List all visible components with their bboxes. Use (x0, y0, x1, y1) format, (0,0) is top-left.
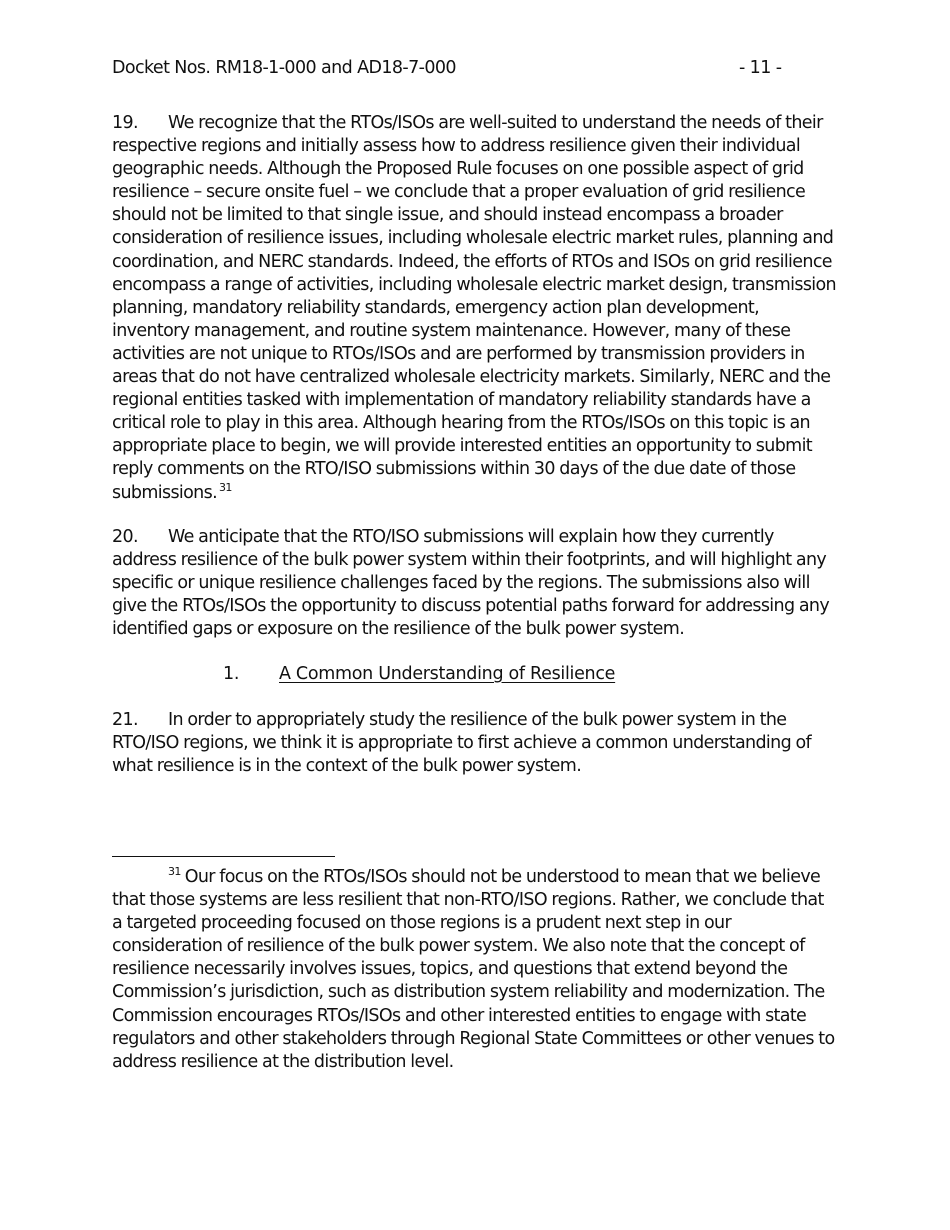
paragraph-19 (112, 112, 838, 505)
footnote-31 (112, 866, 838, 1074)
paragraph-text: We anticipate that the RTO/ISO submissions will explain how they currently address resilience of the bulk power system within their footprints, and will highlight any specific or unique resilience challenges faced by the regions. The submissions also will give the RTOs/ISOs the opportunity to discuss potential paths forward for addressing any identified gaps or exposure on the resilience of the bulk power system. (112, 527, 830, 640)
paragraph-20 (112, 526, 838, 641)
paragraph-number: 19. (112, 113, 138, 133)
footnote-text: Our focus on the RTOs/ISOs should not be understood to mean that we believe that those systems are less resilient that non-RTO/ISO regions. Rather, we conclude that a targeted proceeding focused on those regions is a prudent next step in our consideration of resilience of the bulk power system. We also note that the concept of resilience necessarily involves issues, topics, and questions that extend beyond the Commission’s jurisdiction, such as distribution system reliability and modernization. The Commission encourages RTOs/ISOs and other interested entities to engage with state regulators and other stakeholders through Regional State Committees or other venues to address resilience at the distribution level. (112, 867, 835, 1072)
section-title: A Common Understanding of Resilience (279, 664, 616, 684)
footnote-number: 31 (168, 865, 181, 878)
footnote-separator (112, 856, 335, 857)
section-heading (223, 663, 615, 686)
paragraph-21 (112, 709, 838, 778)
paragraph-number: 20. (112, 527, 138, 547)
paragraph-text: We recognize that the RTOs/ISOs are well-suited to understand the needs of their respective regions and initially assess how to address resilience given their individual geographic needs. Although the Proposed Rule focuses on one possible aspect of grid resilience – secure onsite fuel – we conclude that a proper evaluation of grid resilience should not be limited to that single issue, and should instead encompass a broader consideration of resilience issues, including wholesale electric market rules, planning and coordination, and NERC standards. Indeed, the efforts of RTOs and ISOs on grid resilience encompass a range of activities, including wholesale electric market design, transmission planning, mandatory reliability standards, emergency action plan development, inventory management, and routine system maintenance. However, many of these activities are not unique to RTOs/ISOs and are performed by transmission providers in areas that do not have centralized wholesale electricity markets. Similarly, NERC and the regional entities tasked with implementation of mandatory reliability standards have a critical role to play in this area. Although hearing from the RTOs/ISOs on this topic is an appropriate place to begin, we will provide interested entities an opportunity to submit reply comments on the RTO/ISO submissions within 30 days of the due date of those submissions. (112, 113, 836, 503)
footnote-reference: 31 (219, 480, 232, 494)
section-number: 1. (223, 664, 240, 684)
page-header (112, 56, 838, 80)
page-number: - 11 - (739, 58, 782, 78)
paragraph-text: In order to appropriately study the resilience of the bulk power system in the RTO/ISO regions, we think it is appropriate to first achieve a common understanding of what resilience is in the context of the bulk power system. (112, 710, 812, 777)
paragraph-number: 21. (112, 710, 138, 730)
docket-number: Docket Nos. RM18-1-000 and AD18-7-000 (112, 58, 456, 78)
